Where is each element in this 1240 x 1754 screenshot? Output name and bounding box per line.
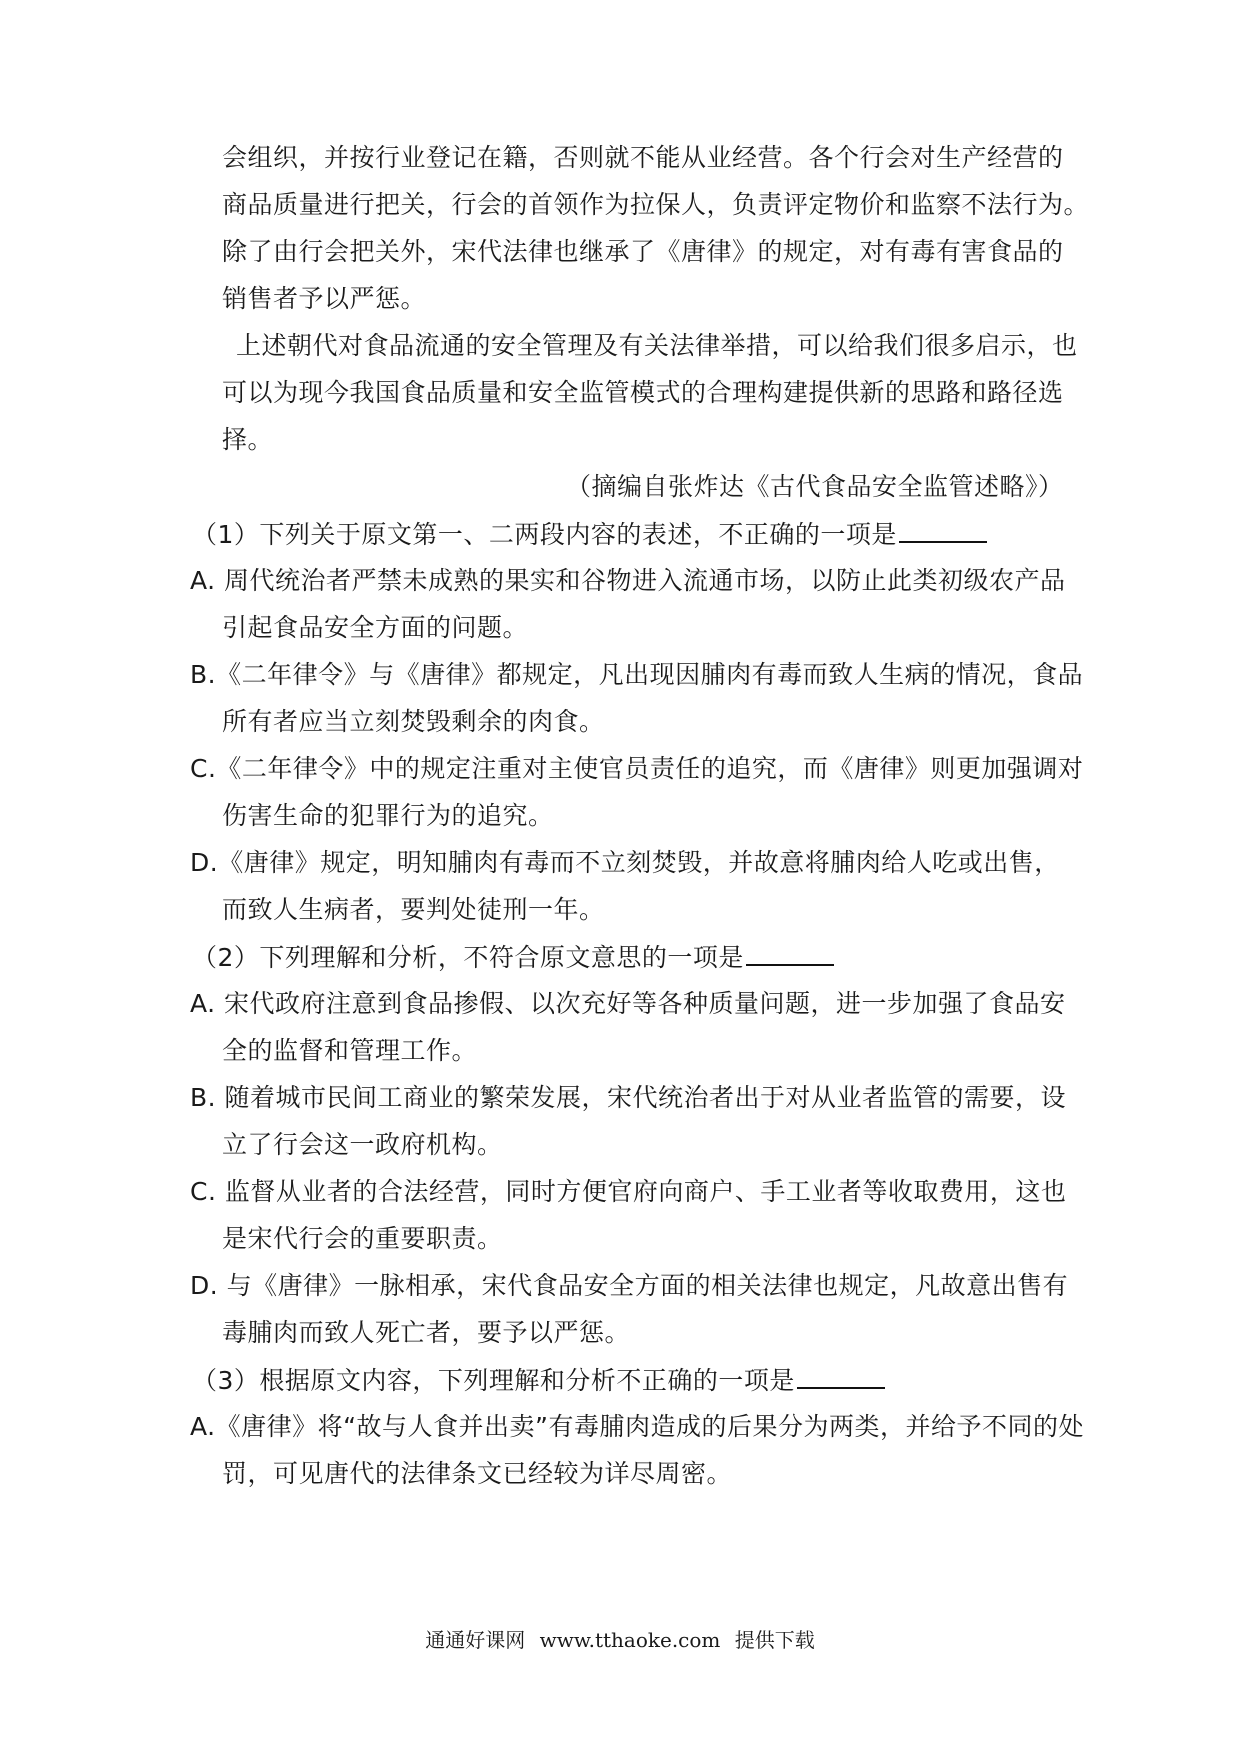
question-stem-text: （1）下列关于原文第一、二两段内容的表述，不正确的一项是 bbox=[192, 520, 897, 549]
passage-line: 择。 bbox=[222, 425, 274, 454]
passage-line: 可以为现今我国食品质量和安全监管模式的合理构建提供新的思路和路径选 bbox=[222, 378, 1064, 407]
option-line: C. 监督从业者的合法经营，同时方便官府向商户、手工业者等收取费用，这也 bbox=[190, 1177, 1067, 1206]
option-line: B.《二年律令》与《唐律》都规定，凡出现因脯肉有毒而致人生病的情况，食品 bbox=[190, 660, 1084, 689]
option-line: A. 宋代政府注意到食品掺假、以次充好等各种质量问题，进一步加强了食品安 bbox=[190, 989, 1066, 1018]
option-line: 全的监督和管理工作。 bbox=[222, 1036, 478, 1065]
passage-line: 商品质量进行把关，行会的首领作为拉保人，负责评定物价和监察不法行为。 bbox=[222, 190, 1090, 219]
footer-suffix: 提供下载 bbox=[734, 1628, 815, 1652]
passage-line: 除了由行会把关外，宋代法律也继承了《唐律》的规定，对有毒有害食品的 bbox=[222, 237, 1064, 266]
option-line: 毒脯肉而致人死亡者，要予以严惩。 bbox=[222, 1318, 631, 1347]
answer-blank bbox=[746, 940, 834, 966]
option-line: C.《二年律令》中的规定注重对主使官员责任的追究，而《唐律》则更加强调对 bbox=[190, 754, 1084, 783]
question-stem-text: （2）下列理解和分析，不符合原文意思的一项是 bbox=[192, 943, 744, 972]
option-line: 立了行会这一政府机构。 bbox=[222, 1130, 503, 1159]
option-line: 所有者应当立刻焚毁剩余的肉食。 bbox=[222, 707, 605, 736]
passage-line: 会组织，并按行业登记在籍，否则就不能从业经营。各个行会对生产经营的 bbox=[222, 143, 1064, 172]
option-line: B. 随着城市民间工商业的繁荣发展，宋代统治者出于对从业者监管的需要，设 bbox=[190, 1083, 1067, 1112]
answer-blank bbox=[797, 1363, 885, 1389]
question-stem bbox=[192, 1363, 885, 1398]
option-line: 罚，可见唐代的法律条文已经较为详尽周密。 bbox=[222, 1459, 733, 1488]
option-line: A.《唐律》将“故与人食并出卖”有毒脯肉造成的后果分为两类，并给予不同的处 bbox=[190, 1412, 1085, 1441]
option-line: A. 周代统治者严禁未成熟的果实和谷物进入流通市场，以防止此类初级农产品 bbox=[190, 566, 1066, 595]
footer-site-name: 通通好课网 bbox=[425, 1628, 526, 1652]
option-line: 是宋代行会的重要职责。 bbox=[222, 1224, 503, 1253]
option-line: 伤害生命的犯罪行为的追究。 bbox=[222, 801, 554, 830]
option-line: D.《唐律》规定，明知脯肉有毒而不立刻焚毁，并故意将脯肉给人吃或出售， bbox=[190, 848, 1060, 877]
question-stem-text: （3）根据原文内容，下列理解和分析不正确的一项是 bbox=[192, 1366, 795, 1395]
answer-blank bbox=[899, 517, 987, 543]
page-footer bbox=[0, 1626, 1240, 1654]
question-stem bbox=[192, 517, 987, 552]
option-line: 引起食品安全方面的问题。 bbox=[222, 613, 529, 642]
question-stem bbox=[192, 940, 834, 975]
passage-line: 上述朝代对食品流通的安全管理及有关法律举措，可以给我们很多启示，也 bbox=[236, 331, 1078, 360]
footer-url-link[interactable]: www.tthaoke.com bbox=[539, 1628, 721, 1652]
passage-line: 销售者予以严惩。 bbox=[222, 284, 427, 313]
option-line: 而致人生病者，要判处徒刑一年。 bbox=[222, 895, 605, 924]
option-line: D. 与《唐律》一脉相承，宋代食品安全方面的相关法律也规定，凡故意出售有 bbox=[190, 1271, 1069, 1300]
passage-source: （摘编自张炸达《古代食品安全监管述略》） bbox=[566, 472, 1064, 501]
